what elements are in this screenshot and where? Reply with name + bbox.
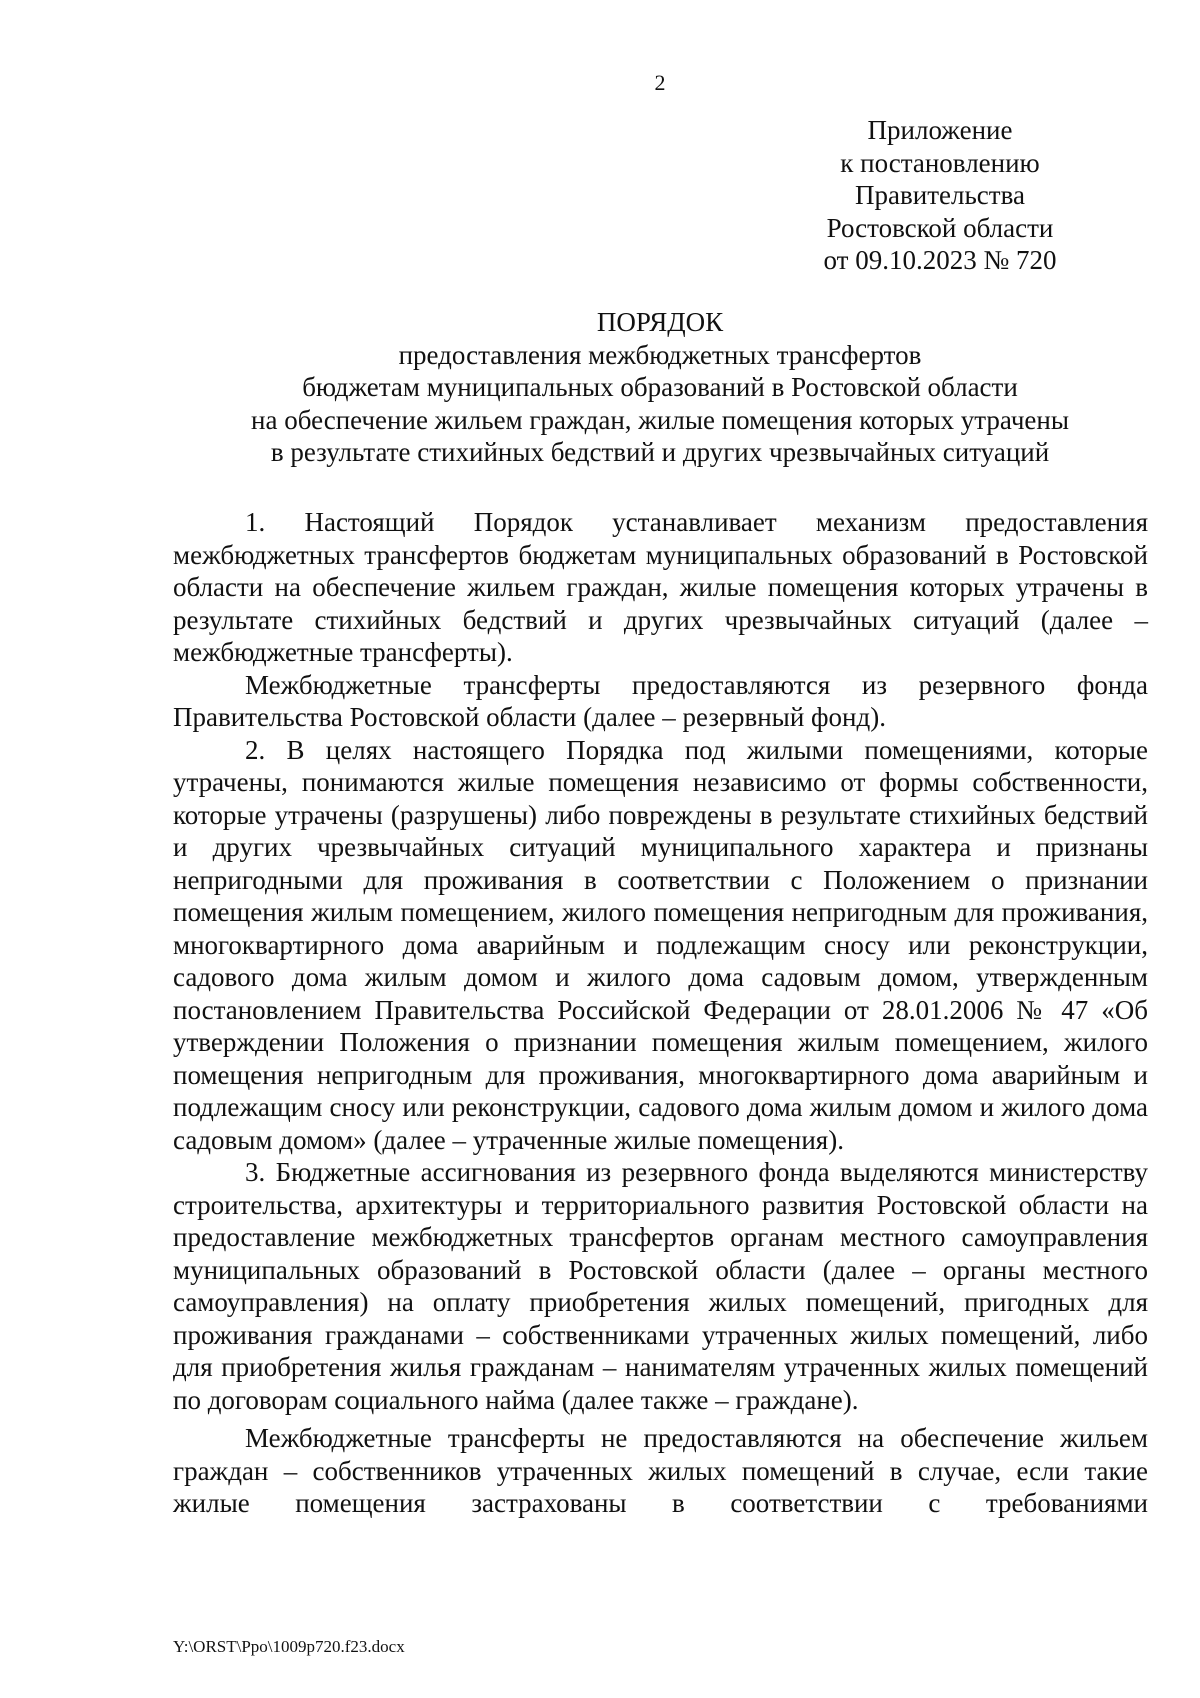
appendix-line: Ростовской области: [826, 212, 1054, 243]
document-title: [200, 306, 1120, 469]
page-number: 2: [654, 70, 666, 95]
title-heading: ПОРЯДОК: [596, 307, 724, 337]
paragraph-2: 2. В целях настоящего Порядка под жилыми помещениями, которые утрачены, понимаются жилые помещения независимо от формы собственности, которые утрачены (разрушены) либо повреждены в результате стихийных бедствий и других чрезвычайных ситуаций муниципального характера и признаны непригодными для проживания в соответствии с Положением о признании помещения жилым помещением, жилого помещения непригодным для проживания, многоквартирного дома аварийным и подлежащим сносу или реконструкции, садового дома жилым домом и жилого дома садовым домом, утвержденным постановлением Правительства Российской Федерации от 28.01.2006 № 47 «Об утверждении Положения о признании помещения жилым помещением, жилого помещения непригодным для проживания, многоквартирного дома аварийным и подлежащим сносу или реконструкции, садового дома жилым домом и жилого дома садовым домом» (далее – утраченные жилые помещения).: [173, 734, 1148, 1155]
appendix-line: Приложение: [867, 115, 1013, 145]
paragraph-3: 3. Бюджетные ассигнования из резервного фонда выделяются министерству строительства, архитектуры и территориального развития Ростовской области на предоставление межбюджетных трансфертов органам местного самоуправления муниципальных образований в Ростовской области (далее – органы местного самоуправления) на оплату приобретения жилых помещений, пригодных для проживания гражданами – собственниками утраченных жилых помещений, либо для приобретения жилья гражданам – нанимателям утраченных жилых помещений по договорам социального найма (далее также – граждане).: [173, 1157, 1148, 1415]
title-subtitle-line: предоставления межбюджетных трансфертов: [398, 339, 922, 370]
appendix-line: к постановлению: [840, 147, 1040, 178]
title-subtitle-line: бюджетам муниципальных образований в Ростовской области: [302, 372, 1018, 402]
paragraph-transfers-exclusion: Межбюджетные трансферты не предоставляются на обеспечение жильем граждан – собственников утраченных жилых помещений в случае, если такие жилые помещения застрахованы в соответствии с требованиями: [173, 1423, 1148, 1518]
appendix-line: Правительства: [855, 180, 1025, 210]
paragraph-1: 1. Настоящий Порядок устанавливает механизм предоставления межбюджетных трансфертов бюджетам муниципальных образований в Ростовской области на обеспечение жильем граждан, жилые помещения которых утрачены в результате стихийных бедствий и других чрезвычайных ситуаций (далее – межбюджетные трансферты).: [173, 507, 1148, 667]
document-body: [173, 506, 1148, 1520]
appendix-line: от 09.10.2023 № 720: [823, 245, 1057, 275]
title-subtitle-line: в результате стихийных бедствий и других чрезвычайных ситуаций: [270, 437, 1050, 467]
appendix-block: [760, 114, 1120, 277]
footer-file-path: Y:\ORST\Ppo\1009p720.f23.docx: [173, 1637, 405, 1656]
title-subtitle-line: на обеспечение жильем граждан, жилые помещения которых утрачены: [251, 404, 1069, 435]
paragraph-reserve-fund: Межбюджетные трансферты предоставляются из резервного фонда Правительства Ростовской области (далее – резервный фонд).: [173, 669, 1148, 732]
